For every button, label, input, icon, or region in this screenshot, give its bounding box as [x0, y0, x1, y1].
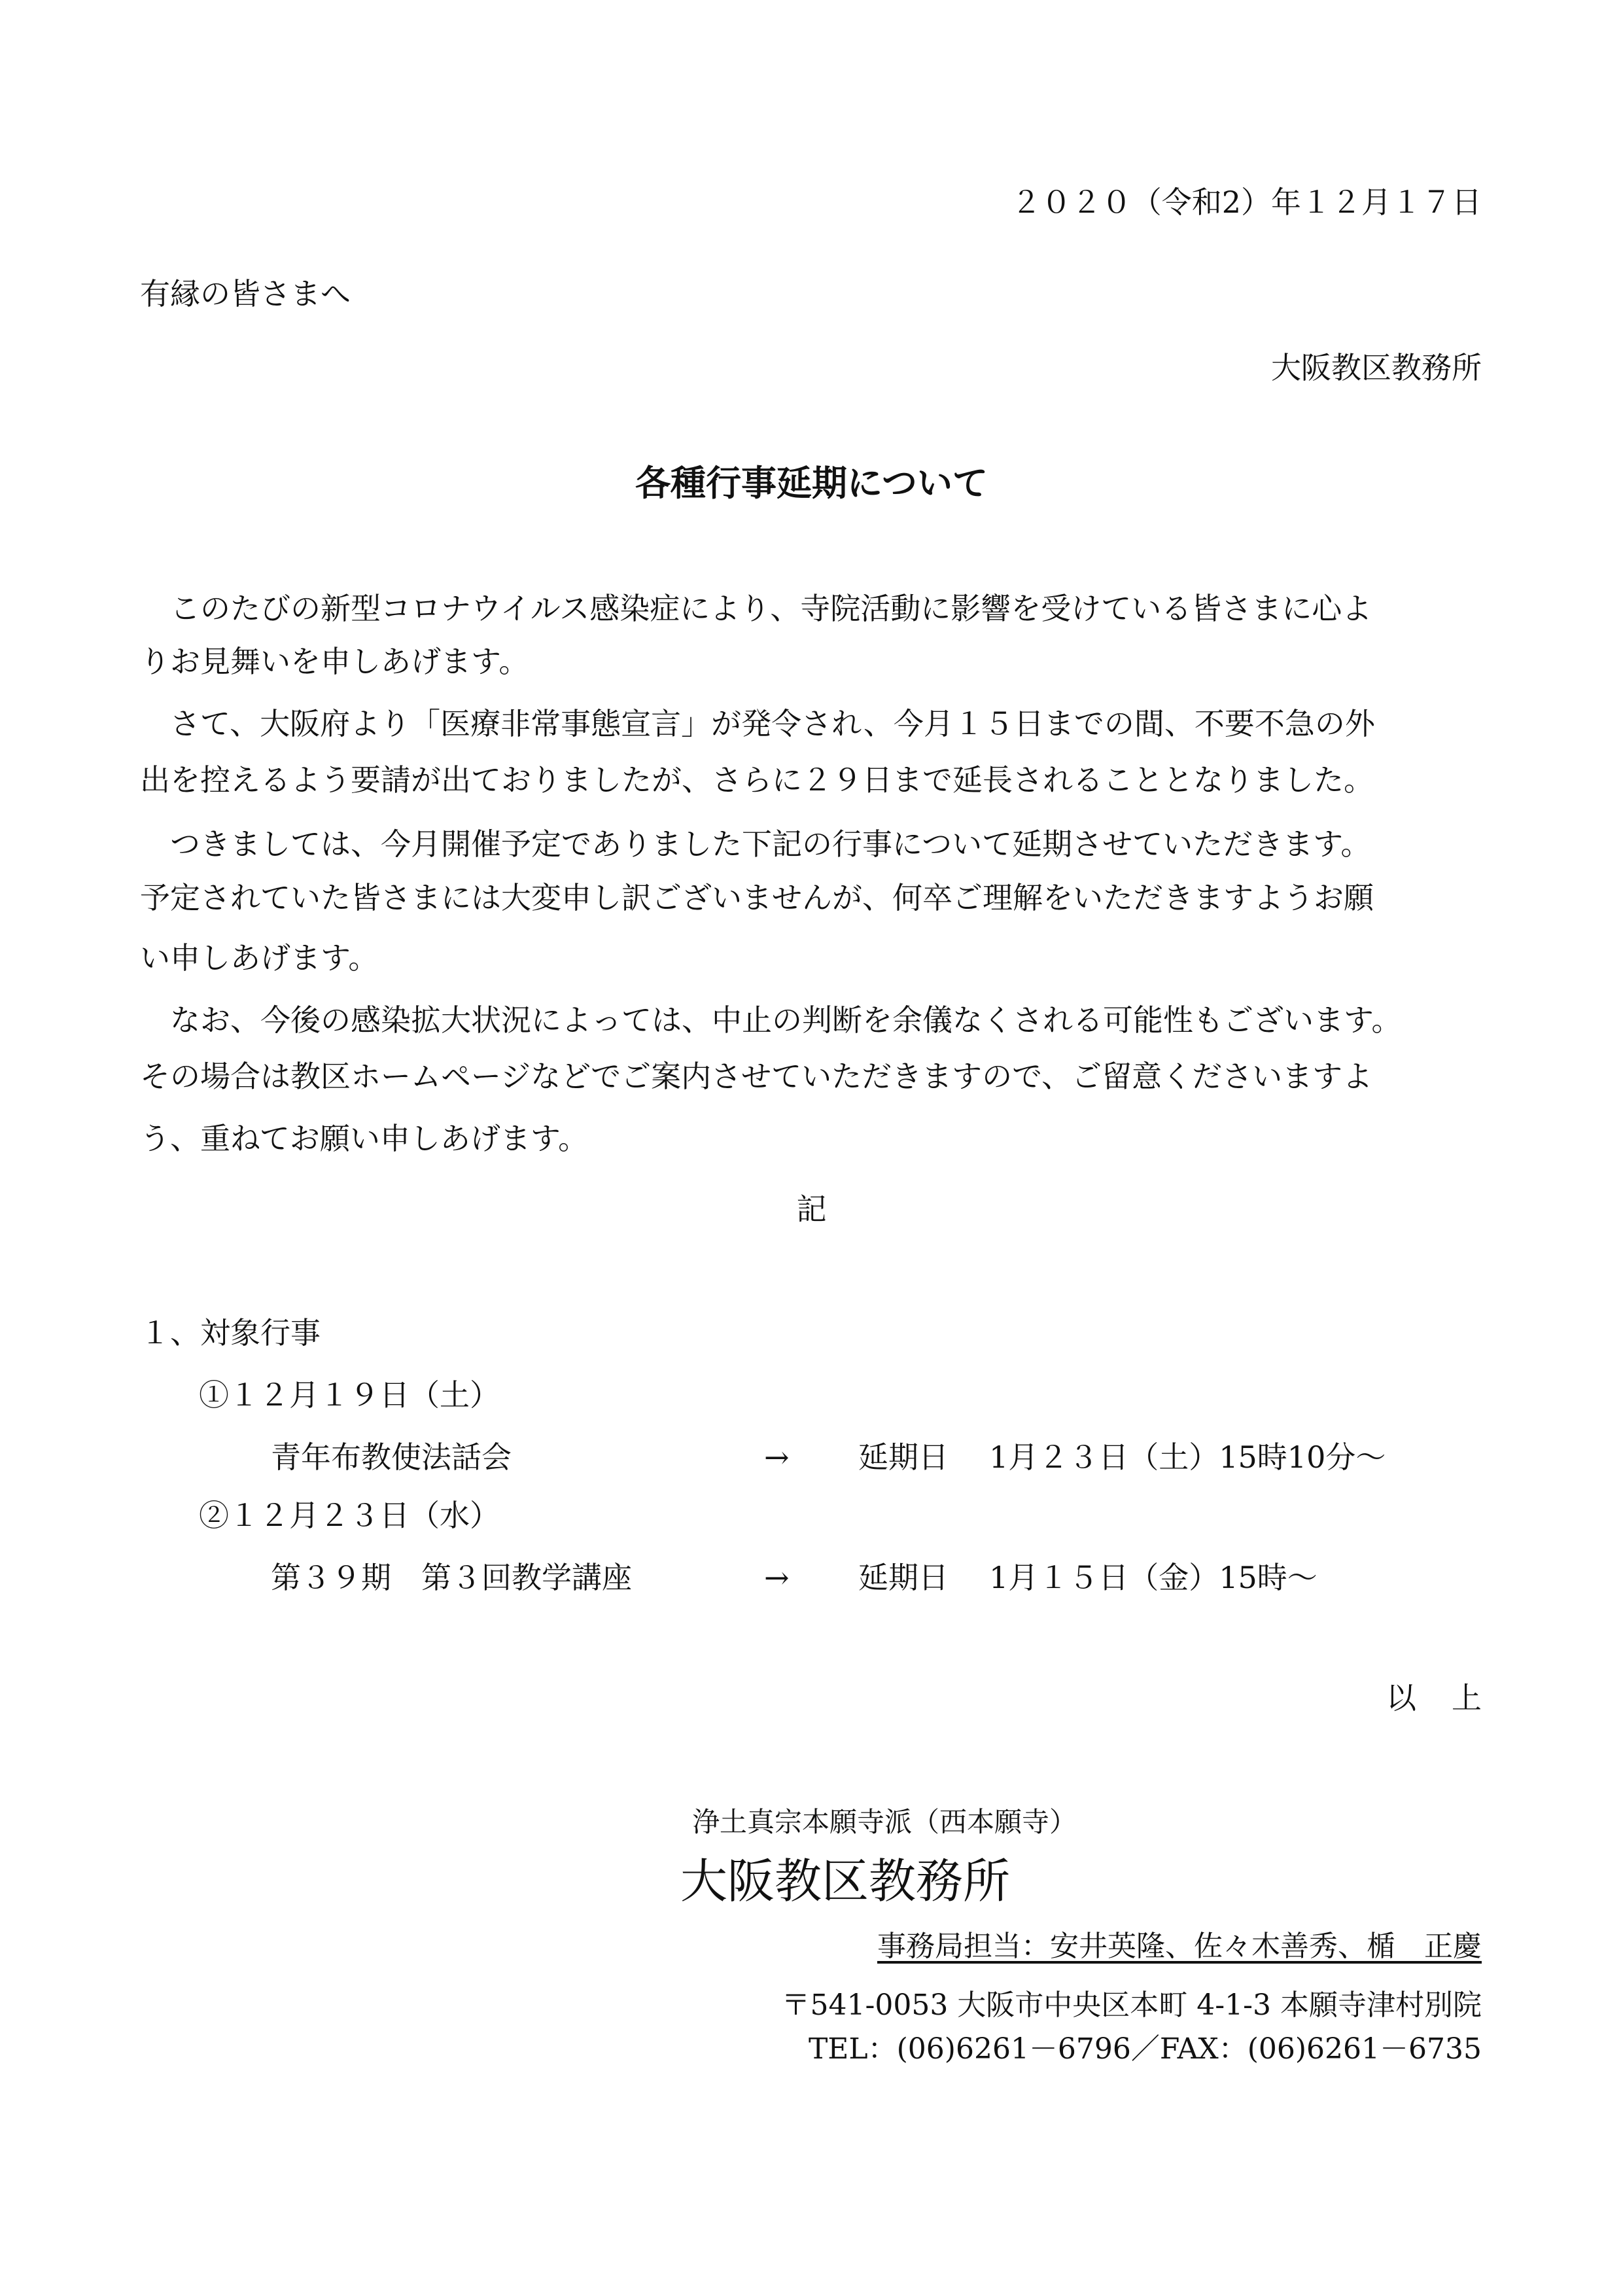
- arrow-icon: →: [764, 1560, 790, 1595]
- paragraph-line: その場合は教区ホームページなどでご案内させていただきますので、ご留意くださいますよ: [140, 1059, 1373, 1094]
- arrow-icon: →: [764, 1439, 790, 1475]
- sender: 大阪教区教務所: [1271, 350, 1482, 385]
- paragraph-line: う、重ねてお願い申しあげます。: [140, 1121, 589, 1156]
- ki-marker: 記: [796, 1192, 827, 1227]
- event-name: 第３９期 第３回教学講座: [271, 1560, 632, 1595]
- sect-name: 浄土真宗本願寺派（西本願寺）: [692, 1806, 1077, 1838]
- document-date: ２０２０（令和2）年１２月１７日: [1011, 185, 1482, 220]
- document-title: 各種行事延期について: [635, 462, 988, 504]
- paragraph-line: つきましては、今月開催予定でありました下記の行事について延期させていただきます。: [140, 826, 1371, 862]
- phone-fax: TEL：(06)6261－6796／FAX：(06)6261－6735: [808, 2032, 1482, 2066]
- section-heading: １、対象行事: [140, 1315, 321, 1351]
- paragraph-line: 予定されていた皆さまには大変申し訳ございませんが、何卒ご理解をいただきますようお願: [140, 880, 1374, 915]
- paragraph-line: い申しあげます。: [140, 940, 379, 976]
- event-date: ②１２月２３日（水）: [199, 1498, 500, 1533]
- paragraph-line: なお、今後の感染拡大状況によっては、中止の判断を余儀なくされる可能性もございます。: [140, 1002, 1402, 1038]
- event-name: 青年布教使法話会: [271, 1439, 512, 1475]
- event-date: ①１２月１９日（土）: [199, 1377, 500, 1413]
- closing-mark: 以上: [1386, 1680, 1517, 1716]
- paragraph-line: このたびの新型コロナウイルス感染症により、寺院活動に影響を受けている皆さまに心よ: [140, 591, 1372, 626]
- postal-address: 〒541-0053 大阪市中央区本町 4-1-3 本願寺津村別院: [781, 1988, 1482, 2022]
- paragraph-line: 出を控えるよう要請が出ておりましたが、さらに２９日まで延長されることとなりました。: [140, 762, 1374, 798]
- postpone-label: 延期日: [858, 1439, 949, 1475]
- postpone-label: 延期日: [858, 1560, 949, 1595]
- new-date: 1月２３日（土）15時10分～: [989, 1439, 1386, 1475]
- paragraph-line: さて、大阪府より「医療非常事態宣言」が発令され、今月１５日までの間、不要不急の外: [140, 706, 1375, 741]
- staff-contacts: 事務局担当：安井英隆、佐々木善秀、楯 正慶: [877, 1930, 1482, 1963]
- new-date: 1月１５日（金）15時～: [989, 1560, 1318, 1595]
- office-name: 大阪教区教務所: [680, 1854, 1011, 1909]
- paragraph-line: りお見舞いを申しあげます。: [140, 644, 529, 679]
- addressee: 有縁の皆さまへ: [140, 276, 351, 311]
